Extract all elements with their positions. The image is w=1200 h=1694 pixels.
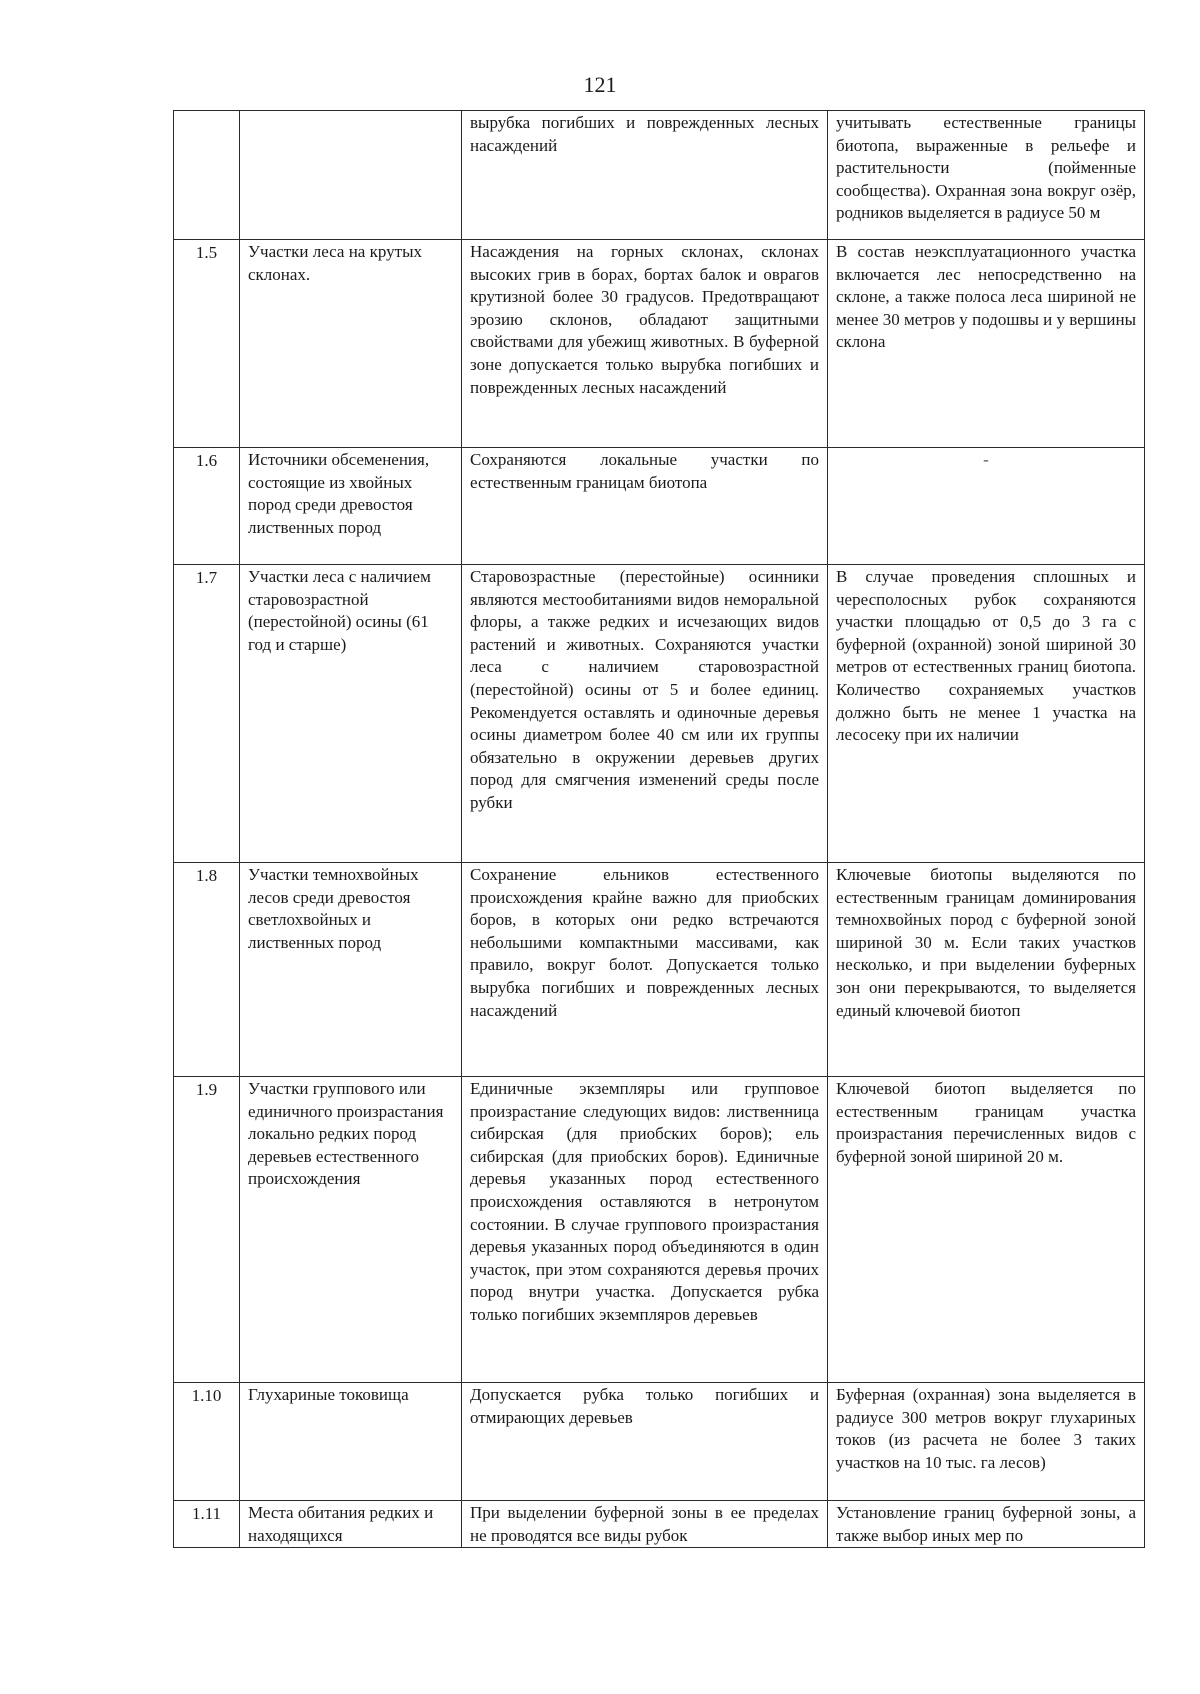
row-number: 1.5 bbox=[174, 240, 240, 448]
biotope-table bbox=[173, 110, 1145, 1548]
table-row bbox=[174, 240, 1145, 448]
biotope-description: Насаждения на горных склонах, склонах высоких грив в борах, бортах балок и оврагов крутизной более 30 градусов. Предотвращают эрозию склонов, обладают защитными свойствами для убежищ животных. В буферной зоне допускается только вырубка погибших и поврежденных лесных насаждений bbox=[462, 240, 828, 448]
biotope-name: Глухариные токовища bbox=[240, 1383, 462, 1501]
biotope-description: Старовозрастные (перестойные) осинники являются местообитаниями видов неморальной флоры, а также редких и исчезающих видов растений и животных. Сохраняются участки леса с наличием старовозрастной (перестойной) осины от 5 и более единиц. Рекомендуется оставлять и одиночные деревья осины диаметром более 40 см или их группы обязательно в окружении деревьев других пород для смягчения изменений среды после рубки bbox=[462, 565, 828, 863]
table-row bbox=[174, 1077, 1145, 1383]
biotope-allocation: В состав неэксплуатационного участка включается лес непосредственно на склоне, а также полоса леса шириной не менее 30 метров у подошвы и у вершины склона bbox=[828, 240, 1145, 448]
table-row bbox=[174, 863, 1145, 1077]
biotope-description: Единичные экземпляры или групповое произрастание следующих видов: лиственница сибирская (для приобских боров); ель сибирская (для приобских боров). Единичные деревья указанных пород естественного происхождения оставляются в нетронутом состоянии. В случае группового произрастания деревья указанных пород объединяются в один участок, при этом сохраняются деревья прочих пород внутри участка. Допускается рубка только погибших экземпляров деревьев bbox=[462, 1077, 828, 1383]
table-row bbox=[174, 565, 1145, 863]
biotope-name: Участки леса на крутых склонах. bbox=[240, 240, 462, 448]
biotope-description: Сохранение ельников естественного происхождения крайне важно для приобских боров, в которых они редко встречаются небольшими компактными массивами, как правило, вокруг болот. Допускается только вырубка погибших и поврежденных лесных насаждений bbox=[462, 863, 828, 1077]
biotope-name: Участки леса с наличием старовозрастной (перестойной) осины (61 год и старше) bbox=[240, 565, 462, 863]
biotope-name bbox=[240, 111, 462, 240]
biotope-allocation: Ключевой биотоп выделяется по естественным границам участка произрастания перечисленных видов с буферной зоной шириной 20 м. bbox=[828, 1077, 1145, 1383]
biotope-name: Места обитания редких и находящихся bbox=[240, 1501, 462, 1548]
table-row bbox=[174, 448, 1145, 565]
biotope-description: Сохраняются локальные участки по естественным границам биотопа bbox=[462, 448, 828, 565]
table-row bbox=[174, 1383, 1145, 1501]
biotope-allocation: учитывать естественные границы биотопа, выраженные в рельефе и растительности (пойменные сообщества). Охранная зона вокруг озёр, родников выделяется в радиусе 50 м bbox=[828, 111, 1145, 240]
table-row bbox=[174, 111, 1145, 240]
row-number bbox=[174, 111, 240, 240]
table-row bbox=[174, 1501, 1145, 1548]
biotope-description: При выделении буферной зоны в ее пределах не проводятся все виды рубок bbox=[462, 1501, 828, 1548]
biotope-description: вырубка погибших и поврежденных лесных насаждений bbox=[462, 111, 828, 240]
biotope-allocation: Буферная (охранная) зона выделяется в радиусе 300 метров вокруг глухариных токов (из расчета не более 3 таких участков на 10 тыс. га лесов) bbox=[828, 1383, 1145, 1501]
biotope-description: Допускается рубка только погибших и отмирающих деревьев bbox=[462, 1383, 828, 1501]
biotope-name: Участки группового или единичного произрастания локально редких пород деревьев естественного происхождения bbox=[240, 1077, 462, 1383]
page-number: 121 bbox=[583, 72, 617, 97]
biotope-allocation: Ключевые биотопы выделяются по естественным границам доминирования темнохвойных пород с буферной зоной шириной 30 м. Если таких участков несколько, и при выделении буферных зон они перекрываются, то выделяется единый ключевой биотоп bbox=[828, 863, 1145, 1077]
biotope-name: Участки темнохвойных лесов среди древостоя светлохвойных и лиственных пород bbox=[240, 863, 462, 1077]
biotope-name: Источники обсеменения, состоящие из хвойных пород среди древостоя лиственных пород bbox=[240, 448, 462, 565]
row-number: 1.9 bbox=[174, 1077, 240, 1383]
row-number: 1.10 bbox=[174, 1383, 240, 1501]
row-number: 1.7 bbox=[174, 565, 240, 863]
row-number: 1.11 bbox=[174, 1501, 240, 1548]
row-number: 1.8 bbox=[174, 863, 240, 1077]
biotope-allocation: Установление границ буферной зоны, а также выбор иных мер по bbox=[828, 1501, 1145, 1548]
biotope-allocation: В случае проведения сплошных и чересполосных рубок сохраняются участки площадью от 0,5 до 3 га с буферной (охранной) зоной шириной 30 метров от естественных границ биотопа. Количество сохраняемых участков должно быть не менее 1 участка на лесосеку при их наличии bbox=[828, 565, 1145, 863]
biotope-allocation: - bbox=[828, 448, 1145, 565]
row-number: 1.6 bbox=[174, 448, 240, 565]
